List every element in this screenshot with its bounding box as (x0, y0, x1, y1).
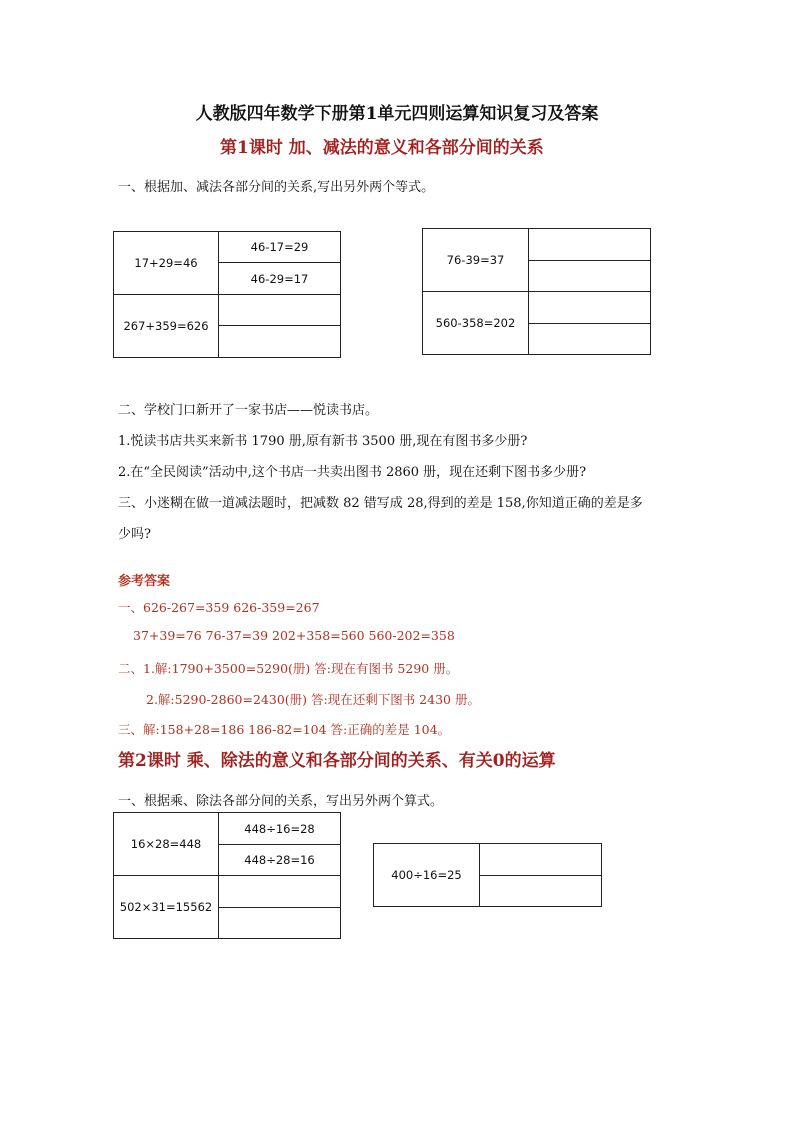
answer-2-2: 2.解:5290-2860=2430(册) 答:现在还剩下图书 2430 册。 (146, 692, 480, 707)
given-equation: 76-39=37 (423, 229, 529, 292)
lesson-2-question-1: 一、根据乘、除法各部分间的关系，写出另外两个算式。 (118, 794, 444, 809)
document-title: 人教版四年数学下册第1单元四则运算知识复习及答案 (195, 104, 599, 124)
given-equation: 17+29=46 (114, 232, 219, 295)
answer-1-line-1: 一、626-267=359 626-359=267 (118, 600, 320, 615)
answer-1-line-2: 37+39=76 76-37=39 202+358=560 560-202=358 (133, 628, 455, 643)
answer-blank[interactable] (219, 908, 341, 939)
given-equation: 400÷16=25 (374, 844, 480, 907)
lesson-2-table-right (373, 843, 602, 907)
lesson-1-question-3: 三、小迷糊在做一道减法题时，把减数 82 错写成 28,得到的差是 158,你知道正确的差是多 (118, 496, 643, 511)
answer-blank[interactable] (480, 876, 602, 907)
answers-heading: 参考答案 (118, 574, 171, 589)
given-equation: 560-358=202 (423, 292, 529, 355)
lesson-1-question-1: 一、根据加、减法各部分间的关系,写出另外两个等式。 (118, 180, 435, 195)
answer-3: 三、解:158+28=186 186-82=104 答:正确的差是 104。 (118, 722, 451, 737)
derived-equation: 448÷16=28 (219, 813, 341, 845)
lesson-1-table-left (113, 231, 341, 358)
lesson-1-title: 第1课时 加、减法的意义和各部分间的关系 (220, 138, 544, 158)
answer-2-1: 二、1.解:1790+3500=5290(册) 答:现在有图书 5290 册。 (118, 661, 459, 676)
answer-blank[interactable] (529, 261, 651, 292)
lesson-1-question-2-2: 2.在“全民阅读”活动中,这个书店一共卖出图书 2860 册，现在还剩下图书多少册? (118, 465, 587, 480)
given-equation: 502×31=15562 (114, 876, 219, 939)
lesson-1-question-2-intro: 二、学校门口新开了一家书店——悦读书店。 (118, 403, 379, 418)
derived-equation: 448÷28=16 (219, 845, 341, 876)
answer-blank[interactable] (219, 326, 341, 358)
given-equation: 16×28=448 (114, 813, 219, 876)
lesson-2-title: 第2课时 乘、除法的意义和各部分间的关系、有关0的运算 (118, 751, 556, 771)
given-equation: 267+359=626 (114, 295, 219, 358)
derived-equation: 46-29=17 (219, 263, 341, 295)
lesson-2-table-left (113, 812, 341, 939)
derived-equation: 46-17=29 (219, 232, 341, 263)
answer-blank[interactable] (529, 229, 651, 261)
lesson-1-table-right (422, 228, 651, 355)
answer-blank[interactable] (219, 295, 341, 326)
answer-blank[interactable] (480, 844, 602, 876)
answer-blank[interactable] (219, 876, 341, 908)
lesson-1-question-2-1: 1.悦读书店共买来新书 1790 册,原有新书 3500 册,现在有图书多少册? (118, 434, 528, 449)
answer-blank[interactable] (529, 292, 651, 324)
answer-blank[interactable] (529, 324, 651, 355)
lesson-1-question-3-cont: 少吗? (118, 527, 151, 542)
